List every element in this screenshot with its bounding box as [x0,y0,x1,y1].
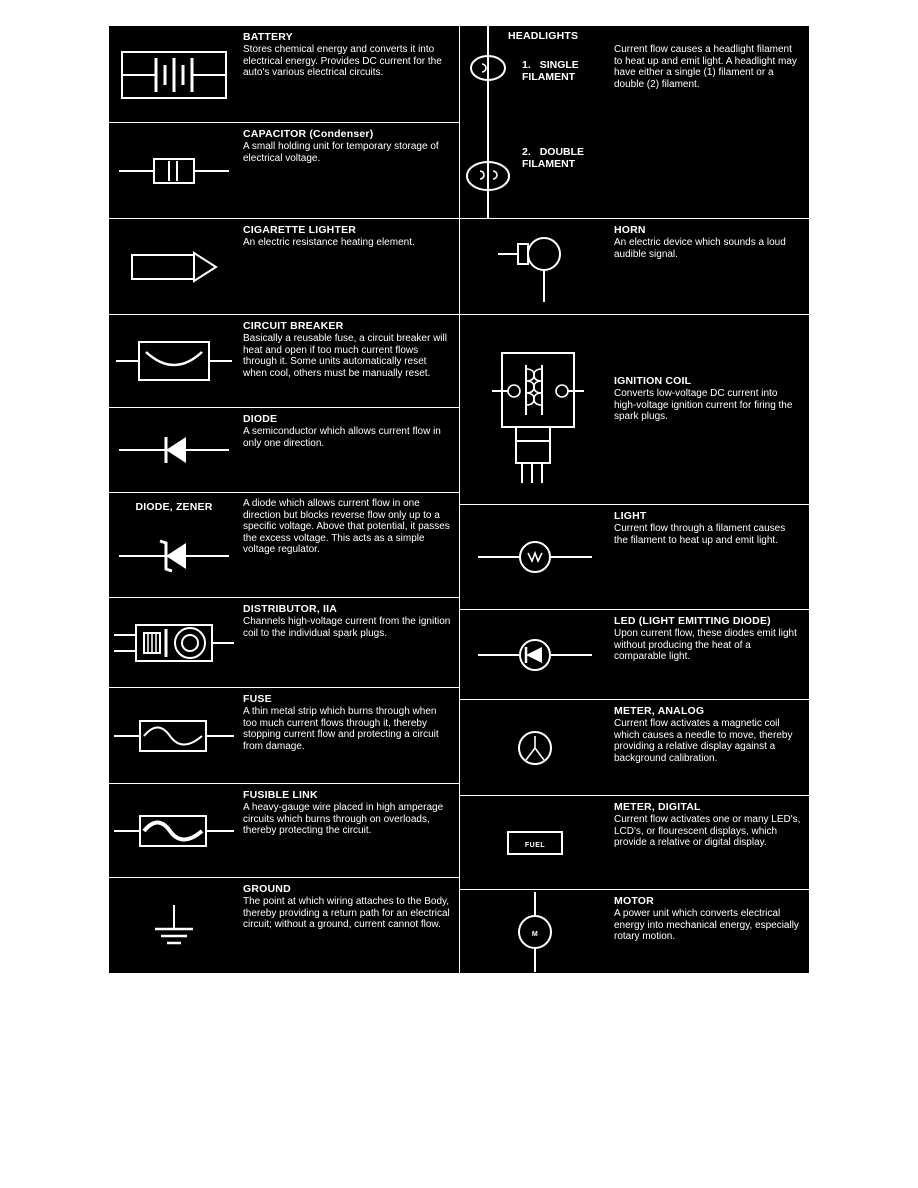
digital-meter-symbol-cell [460,796,610,889]
cigarette-lighter-desc: An electric resistance heating element. [243,237,415,248]
zener-diode-symbol-cell [109,493,239,597]
led-title: LED (LIGHT EMITTING DIODE) [614,615,771,627]
circuit-breaker-symbol [114,330,234,392]
motor-desc: A power unit which converts electrical energy into mechanical energy, especially rotary motion. [614,908,799,943]
legend-row-capacitor [109,123,459,219]
distributor-title: DISTRIBUTOR, IIA [243,603,338,615]
distributor-symbol-cell [109,598,239,687]
headlight-single-num: 1. [522,59,531,71]
zener-diode-desc: A diode which allows current flow in one direction but blocks reverse flow only up to a specific voltage. Above that potential, it passes the excess voltage. This acts as a simple voltage regulator. [243,498,450,556]
battery-desc: Stores chemical energy and converts it into electrical energy. Provides DC current for the auto's various electrical circuits. [243,44,442,79]
meter-analog-title: METER, ANALOG [614,705,705,717]
capacitor-symbol-cell [109,123,239,218]
headlight-double-num: 2. [522,146,531,158]
digital-meter-label: FUEL [524,841,546,849]
distributor-desc: Channels high-voltage current from the ignition coil to the individual spark plugs. [243,616,451,639]
ground-symbol-cell [109,878,239,973]
meter-analog-text [610,700,809,795]
distributor-symbol [112,613,236,673]
diode-symbol-cell [109,408,239,492]
battery-symbol-cell [109,26,239,122]
led-desc: Upon current flow, these diodes emit light without producing the heat of a comparable light. [614,628,797,663]
legend-row-cigarette-lighter [109,219,459,315]
headlights-text [610,26,809,218]
diode-desc: A semiconductor which allows current flow in only one direction. [243,426,441,449]
motor-text [610,890,809,973]
motor-symbol-cell [460,890,610,973]
digital-meter-symbol [480,818,590,868]
headlights-title: HEADLIGHTS [508,30,579,42]
ground-symbol [129,897,219,955]
legend-row-ignition-coil [460,315,809,505]
ground-desc: The point at which wiring attaches to the Body, thereby providing a return path for an electrical circuit; without a ground, current cannot flow. [243,896,450,931]
fuse-symbol-cell [109,688,239,783]
legend-row-circuit-breaker [109,315,459,408]
cigarette-lighter-symbol-cell [109,219,239,314]
cigarette-lighter-text [239,219,459,314]
light-symbol-cell [460,505,610,609]
led-symbol-cell [460,610,610,699]
diode-text [239,408,459,492]
circuit-breaker-symbol-cell [109,315,239,407]
legend-row-fusible-link [109,784,459,878]
legend-row-motor [460,890,809,973]
circuit-breaker-desc: Basically a reusable fuse, a circuit breaker will heat and open if too much current flows through it. Some units automatically reset when cool, others must be manually reset. [243,333,447,379]
legend-row-headlights [460,26,809,219]
horn-text [610,219,809,314]
diode-title: DIODE [243,413,278,425]
battery-title: BATTERY [243,31,293,43]
ignition-coil-title: IGNITION COIL [614,375,692,387]
zener-diode-symbol [114,531,234,581]
legend-row-meter-analog [460,700,809,796]
headlights-desc: Current flow causes a headlight filament to heat up and emit light. A headlight may have either a single (1) filament or a double (2) filament. [614,44,797,90]
fuse-desc: A thin metal strip which burns through when too much current flows through it, thereby stopping current flow and protecting a circuit from damage. [243,706,439,752]
right-column [459,26,809,973]
fusible-link-desc: A heavy-gauge wire placed in high amperage circuits which burns through on overloads, thereby protecting the circuit. [243,802,444,837]
headlight-symbol [460,26,610,219]
fuse-title: FUSE [243,693,272,705]
ignition-coil-symbol [470,335,600,485]
legend-row-diode [109,408,459,493]
horn-desc: An electric device which sounds a loud audible signal. [614,237,786,260]
light-text [610,505,809,609]
zener-diode-text [239,493,459,597]
meter-analog-desc: Current flow activates a magnetic coil which causes a needle to move, thereby providing a relative display against a background calibration. [614,718,793,764]
legend-row-diode-zener [109,493,459,598]
distributor-text [239,598,459,687]
meter-digital-title: METER, DIGITAL [614,801,701,813]
led-text [610,610,809,699]
legend-row-meter-digital [460,796,809,890]
legend-row-led [460,610,809,700]
ignition-coil-text [610,315,809,504]
legend-row-light [460,505,809,610]
legend-row-horn [460,219,809,315]
analog-meter-symbol-cell [460,700,610,795]
left-column [109,26,459,973]
capacitor-title: CAPACITOR (Condenser) [243,128,374,140]
cigarette-lighter-title: CIGARETTE LIGHTER [243,224,357,236]
light-title: LIGHT [614,510,647,522]
headlight-symbol-cell [460,26,610,218]
fuse-text [239,688,459,783]
legend-row-battery [109,26,459,123]
ignition-coil-desc: Converts low-voltage DC current into high-voltage ignition current for firing the spark plugs. [614,388,793,423]
motor-title: MOTOR [614,895,654,907]
symbols-legend-sheet [109,26,809,973]
fusible-link-symbol [112,802,236,860]
analog-meter-symbol [490,718,580,778]
headlight-double-text: DOUBLE FILAMENT [522,146,585,170]
capacitor-text [239,123,459,218]
horn-symbol-cell [460,219,610,314]
legend-row-fuse [109,688,459,784]
cigarette-lighter-symbol [114,237,234,297]
led-symbol [470,625,600,685]
circuit-breaker-text [239,315,459,407]
fusible-link-title: FUSIBLE LINK [243,789,318,801]
legend-row-ground [109,878,459,973]
light-desc: Current flow through a filament causes the filament to heat up and emit light. [614,523,786,546]
circuit-breaker-title: CIRCUIT BREAKER [243,320,344,332]
fuse-symbol [112,707,236,765]
capacitor-desc: A small holding unit for temporary storage of electrical voltage. [243,141,439,164]
diode-symbol [114,425,234,475]
zener-diode-title: DIODE, ZENER [135,501,213,513]
ignition-coil-symbol-cell [460,315,610,504]
battery-text [239,26,459,122]
capacitor-symbol [114,141,234,201]
ground-text [239,878,459,973]
ground-title: GROUND [243,883,291,895]
fusible-link-symbol-cell [109,784,239,877]
headlight-single-text: SINGLE FILAMENT [522,59,579,83]
horn-title: HORN [614,224,646,236]
battery-symbol [114,34,234,114]
meter-digital-text [610,796,809,889]
light-symbol [470,527,600,587]
horn-symbol [480,222,590,312]
motor-label: M [531,930,539,938]
motor-symbol [490,892,580,972]
legend-row-distributor [109,598,459,688]
meter-digital-desc: Current flow activates one or many LED's, LCD's, or flourescent displays, which provide a relative or digital display. [614,814,801,849]
fusible-link-text [239,784,459,877]
